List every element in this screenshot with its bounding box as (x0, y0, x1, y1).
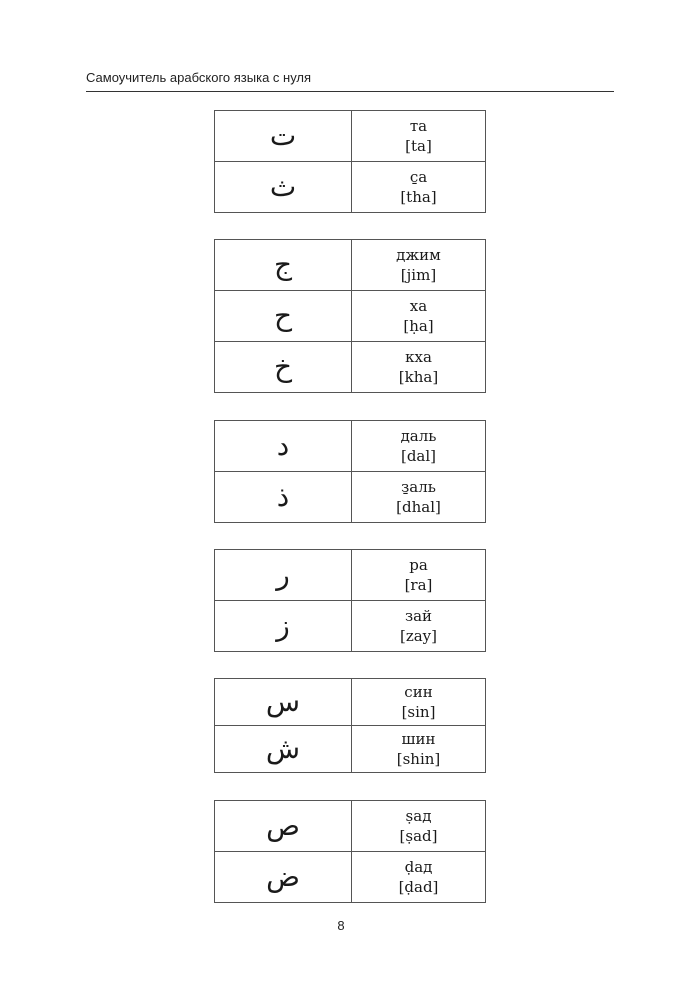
page-header-title: Самоучитель арабского языка с нуля (86, 70, 312, 85)
letter-name: та (409, 117, 428, 135)
arabic-letter: ج (215, 240, 352, 291)
letter-row (215, 111, 486, 162)
arabic-letter: ص (215, 801, 352, 852)
letter-row (215, 801, 486, 852)
arabic-letter: ض (215, 852, 352, 903)
letter-row (215, 852, 486, 903)
letter-name: ра (409, 556, 428, 574)
latin-transliteration: [ḍad] (398, 878, 439, 896)
arabic-letter: ز (215, 601, 352, 652)
transliteration-cell (352, 550, 486, 601)
latin-transliteration: [tha] (400, 188, 437, 206)
letter-row (215, 601, 486, 652)
letter-row (215, 291, 486, 342)
letter-row (215, 162, 486, 213)
letter-table (214, 239, 486, 393)
letter-table (214, 678, 486, 773)
latin-transliteration: [ta] (405, 137, 432, 155)
letter-name: шин (401, 730, 436, 748)
transliteration-cell (352, 162, 486, 213)
letter-name: даль (400, 427, 437, 445)
letter-row (215, 342, 486, 393)
transliteration-cell (352, 726, 486, 773)
letter-name: ḍад (404, 858, 433, 876)
transliteration-cell (352, 421, 486, 472)
letter-name: з̱аль (401, 478, 436, 496)
letter-name: кха (405, 348, 432, 366)
letter-row (215, 550, 486, 601)
letter-row (215, 472, 486, 523)
arabic-letter: س (215, 679, 352, 726)
arabic-letter: د (215, 421, 352, 472)
latin-transliteration: [kha] (398, 368, 439, 386)
transliteration-cell (352, 240, 486, 291)
latin-transliteration: [ra] (404, 576, 433, 594)
letter-name: с̱а (409, 168, 428, 186)
arabic-letter: ش (215, 726, 352, 773)
letter-name: ха (409, 297, 428, 315)
latin-transliteration: [sin] (401, 703, 436, 721)
header-divider (86, 91, 614, 92)
latin-transliteration: [jim] (400, 266, 437, 284)
letter-table (214, 800, 486, 903)
letter-name: джим (396, 246, 441, 264)
arabic-letter: ر (215, 550, 352, 601)
transliteration-cell (352, 601, 486, 652)
transliteration-cell (352, 852, 486, 903)
arabic-letter: ذ (215, 472, 352, 523)
arabic-letter: ت (215, 111, 352, 162)
latin-transliteration: [dal] (400, 447, 437, 465)
letter-name: син (404, 683, 433, 701)
latin-transliteration: [dhal] (396, 498, 441, 516)
latin-transliteration: [ḥa] (403, 317, 434, 335)
latin-transliteration: [ṣad] (399, 827, 438, 845)
latin-transliteration: [shin] (396, 750, 441, 768)
letter-table (214, 549, 486, 652)
transliteration-cell (352, 679, 486, 726)
transliteration-cell (352, 801, 486, 852)
transliteration-cell (352, 111, 486, 162)
letter-row (215, 679, 486, 726)
letter-name: зай (404, 607, 433, 625)
letter-table (214, 110, 486, 213)
transliteration-cell (352, 342, 486, 393)
arabic-letter: خ (215, 342, 352, 393)
arabic-letter: ح (215, 291, 352, 342)
letter-name: ṣад (405, 807, 432, 825)
arabic-letter: ث (215, 162, 352, 213)
letter-row (215, 240, 486, 291)
letter-table (214, 420, 486, 523)
transliteration-cell (352, 472, 486, 523)
letter-row (215, 726, 486, 773)
letter-row (215, 421, 486, 472)
transliteration-cell (352, 291, 486, 342)
page-number: 8 (337, 918, 345, 933)
latin-transliteration: [zay] (399, 627, 438, 645)
